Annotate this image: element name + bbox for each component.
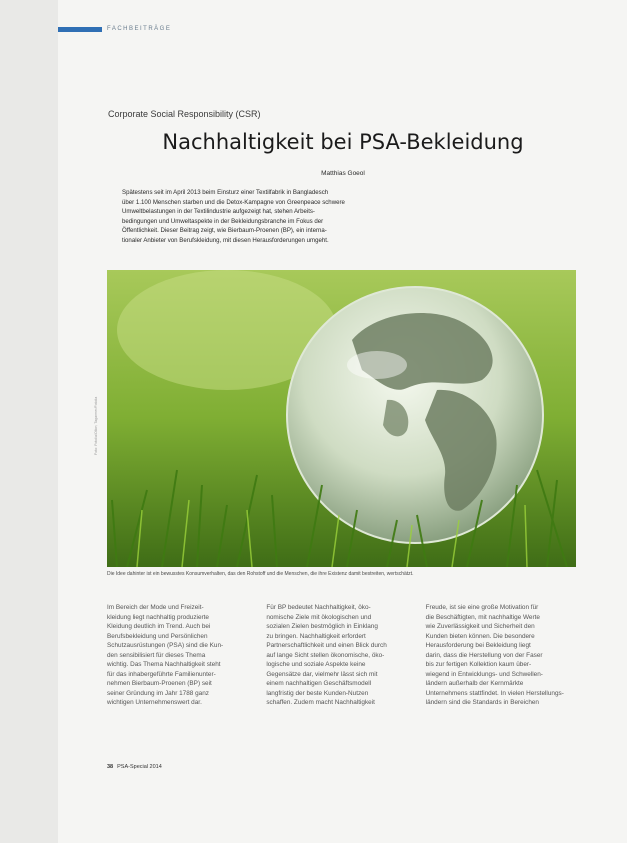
body-line: Herausforderung bei Bekleidung liegt (425, 642, 531, 649)
lead-line: Umweltbelastungen in der Textilindustrie aufgezeigt hat, stehen Arbeits- (122, 208, 315, 216)
section-rubric (58, 26, 171, 32)
body-line: wichtig. Das Thema Nachhaltigkeit steht (107, 661, 221, 668)
globe-in-grass-photo (107, 270, 576, 567)
article-lead (122, 188, 427, 246)
body-line: für das inhabergeführte Familienunter- (107, 670, 216, 678)
photo-illustration (107, 270, 576, 567)
page-footer (107, 764, 162, 770)
body-line: kleidung liegt nachhaltig produzierte (107, 613, 209, 621)
body-line: Im Bereich der Mode und Freizeit- (107, 604, 204, 611)
body-line: bis zur fertigen Kollektion kaum über- (425, 661, 532, 668)
page-number: 38 (107, 764, 114, 770)
body-line: zu bringen. Nachhaltigkeit erfordert (266, 632, 366, 640)
body-line: wichtigen Unternehmenswert dar. (107, 699, 202, 706)
rubric-label: FACHBEITRÄGE (107, 26, 172, 32)
lead-line: Spätestens seit im April 2013 beim Einsturz einer Textilfabrik in Bangladesch (122, 189, 329, 196)
lead-line: Öffentlichkeit. Dieser Beitrag zeigt, wie Bierbaum-Proenen (BP), ein interna- (122, 227, 327, 235)
rubric-color-bar (58, 27, 102, 32)
body-line: ländern außerhalb der Kernmärkte (425, 680, 524, 687)
body-line: einem nachhaltigen Geschäftsmodell (266, 680, 372, 687)
photo-caption: Die Idee dahinter ist ein bewusstes Konsumverhalten, das den Rohstoff und die Menschen, die ihre Existenz damit bestreiten, wertschätzt. (107, 571, 414, 577)
body-line: ländern sind die Standards in Bereichen (425, 699, 539, 706)
body-line: den sensibilisiert für dieses Thema (107, 651, 206, 659)
body-line: Kleidung deutlich im Trend. Auch bei (107, 623, 211, 630)
body-column-2 (266, 603, 417, 708)
body-line: nehmen Bierbaum-Proenen (BP) seit (107, 680, 212, 687)
body-line: wiegend in Entwicklungs- und Schwellen- (425, 670, 543, 678)
body-line: die Beschäftigten, mit nachhaltige Werte (425, 613, 540, 621)
body-line: Unternehmens stattfindet. In vielen Herstellungs- (425, 689, 564, 697)
body-line: Für BP bedeutet Nachhaltigkeit, öko- (266, 604, 371, 611)
body-line: sozialen Zielen bestmöglich in Einklang (266, 623, 378, 630)
body-line: wie Zuverlässigkeit und Sicherheit den (425, 623, 535, 630)
body-line: schaffen. Zudem macht Nachhaltigkeit (266, 699, 375, 706)
body-line: seiner Gründung im Jahr 1788 ganz (107, 689, 209, 697)
lead-line: über 1.100 Menschen starben und die Detox-Kampagne von Greenpeace schwere (122, 198, 345, 206)
article-title: Nachhaltigkeit bei PSA-Bekleidung (162, 130, 524, 154)
body-column-3 (426, 603, 577, 708)
magazine-name: PSA-Special 2014 (117, 764, 162, 770)
lead-line: bedingungen und Umweltaspekte in der Bekleidungsbranche im Fokus der (122, 217, 324, 225)
article-author: Matthias Goeol (321, 170, 365, 177)
body-line: Gegensätze dar, vielmehr lässt sich mit (266, 670, 378, 678)
body-line: langfristig der beste Kunden-Nutzen (266, 689, 369, 697)
body-line: Freude, ist sie eine große Motivation für (425, 604, 539, 611)
body-line: darin, dass die Herstellung von der Faser (425, 651, 543, 659)
article-kicker: Corporate Social Responsibility (CSR) (108, 109, 261, 119)
body-line: Schutzausrüstungen (PSA) sind die Kun- (107, 642, 224, 649)
body-line: Kunden bieten können. Die besondere (425, 632, 535, 640)
body-columns (107, 603, 577, 708)
lead-line: tionaler Anbieter von Berufskleidung, mit diesen Herausforderungen umgeht. (122, 236, 329, 244)
body-column-1 (107, 603, 258, 708)
body-line: Berufsbekleidung und Persönlichen (107, 632, 208, 640)
body-line: auf lange Sicht stellen ökonomische, öko- (266, 651, 385, 659)
body-line: Partnerschaftlichkeit und einen Blick durch (266, 642, 387, 649)
photo-credit: Foto: Fotolia/Ollon; Tagarmer/Fotolia (94, 396, 98, 455)
body-line: logische und soziale Aspekte keine (266, 661, 366, 668)
body-line: nomische Ziele mit ökologischen und (266, 613, 372, 621)
